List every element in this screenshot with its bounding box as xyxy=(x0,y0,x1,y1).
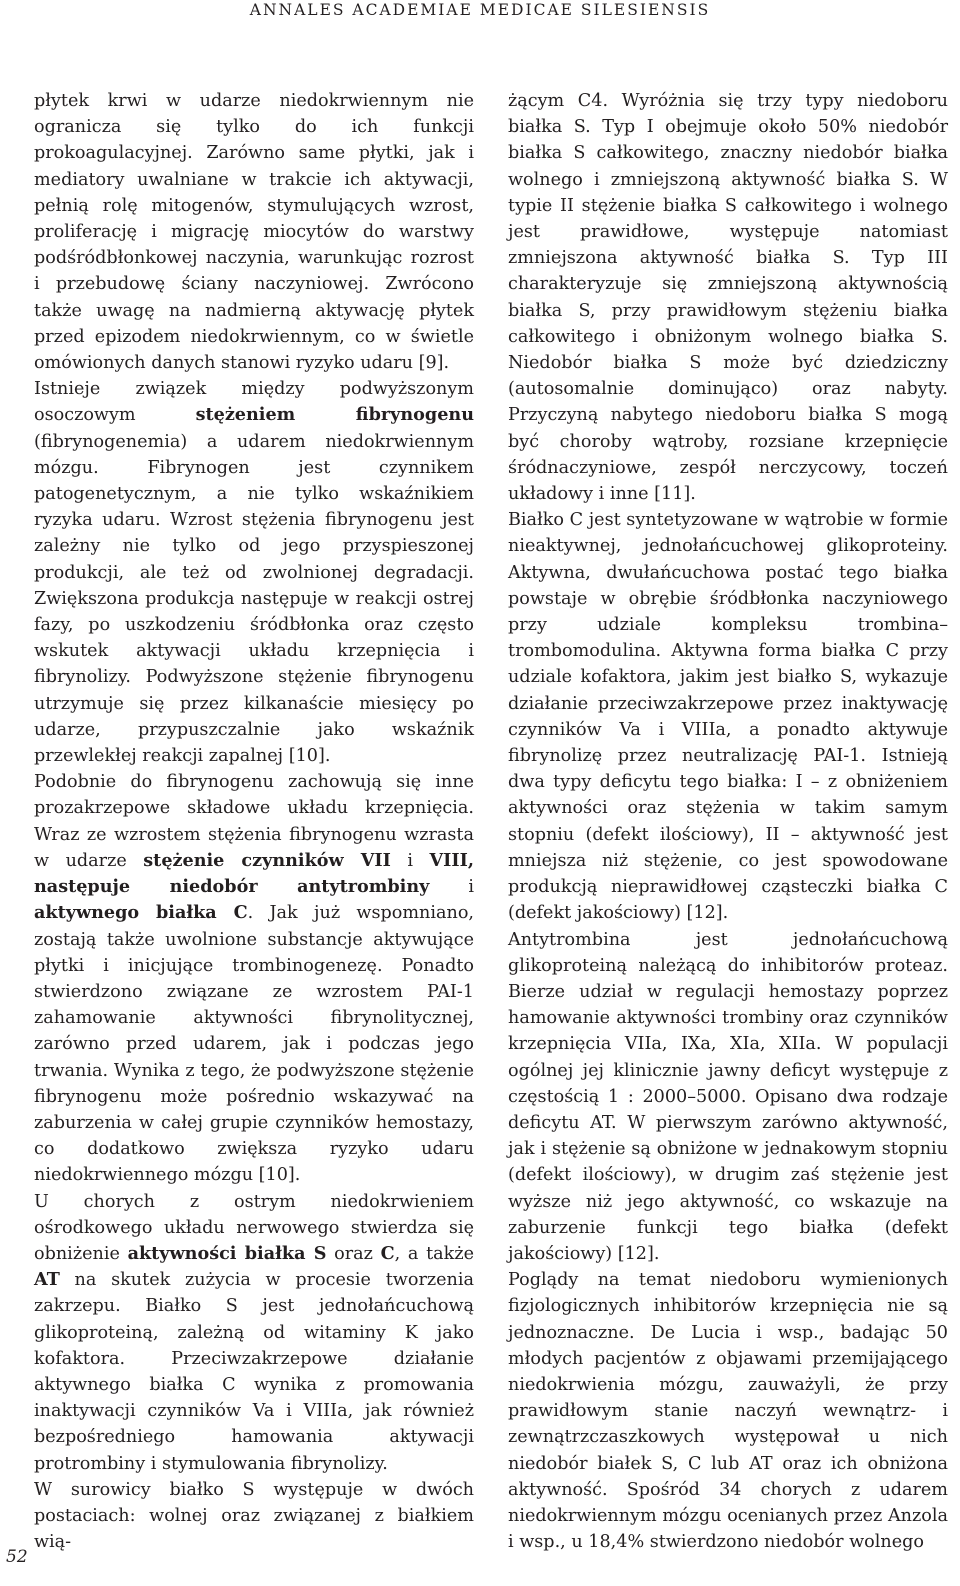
bold-term: aktywności białka S xyxy=(127,1242,327,1264)
text-run: Istnieje związek między podwyższonym osoczowym xyxy=(34,379,474,426)
text-run: , a także xyxy=(394,1243,474,1264)
paragraph-protein-s-deficiency: żącym C4. Wyróżnia się trzy typy niedoboru białka S. Typ I obejmuje około 50% niedobór białka S całkowitego, znaczny niedobór białka wolnego i zmniejszoną aktywność białka S. W typie II stężenie białka S całkowitego i wolnego jest prawidłowe, występuje natomiast zmniejszona aktywność białka S. Typ III charakteryzuje się zmniejszoną aktywnością białka S, przy prawidłowym stężeniu białka całkowitego i obniżonym wolnego białka S. Niedobór białka S może być dziedziczny (autosomalnie dominująco) oraz nabyty. Przyczyną nabytego niedoboru białka S mogą być choroby wątroby, rozsiane krzepnięcie śródnaczyniowe, zespół nerczycowy, toczeń układowy i inne [11]. xyxy=(508,91,948,505)
text-run: Podobnie do fibrynogenu zachowują się inne prozakrzepowe składowe układu krzepnięcia. Wraz ze wzrostem stężenia fibrynogenu wzrasta w udarze xyxy=(34,772,474,871)
bold-term: stężeniem fibrynogenu xyxy=(195,404,474,426)
journal-title: ANNALES ACADEMIAE MEDICAE SILESIENSIS xyxy=(249,1,711,19)
bold-term: AT xyxy=(34,1269,60,1291)
paragraph-protein-s-forms: W surowicy białko S występuje w dwóch postaciach: wolnej oraz związanej z białkiem wią- xyxy=(34,1479,474,1553)
bold-term: stężenie czynników VII xyxy=(143,849,391,871)
paragraph-protein-c: Białko C jest syntetyzowane w wątrobie w formie nieaktywnej, jednołańcuchowej glikoproteiny. Aktywna, dwułańcuchowa postać tego białka powstaje w obrębie śródbłonka naczyniowego przy udziale kompleksu trombina–trombomodulina. Aktywna forma białka C przy udziale kofaktora, jakim jest białko S, wykazuje działanie przeciwzakrzepowe przez inaktywację czynników Va i VIIIa, a ponadto aktywuje fibrynolizę przez neutralizację PAI-1. Istnieją dwa typy deficytu tego białka: I – z obniżeniem aktywności oraz stężenia w takim samym stopniu (defekt ilościowy), II – aktywność jest mniejsza niż stężenie, co jest spowodowane produkcją nieprawidłowej cząsteczki białka C (defekt jakościowy) [12]. xyxy=(508,510,948,924)
paragraph-protein-s-activity xyxy=(34,1189,474,1477)
bold-term: C xyxy=(380,1242,395,1264)
text-run: oraz xyxy=(326,1243,381,1264)
left-column xyxy=(34,88,474,1555)
bold-term: VIII, następuje niedobór antytrombiny xyxy=(34,849,474,898)
paragraph-fibrinogen xyxy=(34,376,474,769)
bold-term: aktywnego białka C xyxy=(34,902,248,924)
page-number: 52 xyxy=(6,1547,28,1567)
text-run: U chorych z ostrym niedokrwieniem ośrodkowego układu nerwowego stwierdza się obniżenie xyxy=(34,1191,474,1264)
text-run: i xyxy=(429,877,474,898)
text-run: i xyxy=(390,850,430,871)
paragraph-inhibitor-deficiency: Poglądy na temat niedoboru wymienionych fizjologicznych inhibitorów krzepnięcia nie są jednoznaczne. De Lucia i wsp., badając 50 młodych pacjentów z objawami przemijającego niedokrwienia mózgu, zauważyli, że przy prawidłowym stanie naczyń wewnątrz- i zewnątrzczaszkowych występował u nich niedobór białek S, C lub AT oraz ich obniżona aktywność. Spośród 34 chorych z udarem niedokrwiennym mózgu ocenianych przez Anzola i wsp., u 18,4% stwierdzono niedobór wolnego xyxy=(508,1270,948,1553)
text-run: na skutek zużycia w procesie tworzenia zakrzepu. Białko S jest jednołańcuchową glikoproteiną, zależną od witaminy K jako kofaktora. Przeciwzakrzepowe działanie aktywnego białka C wynika z promowania inaktywacji czynników Va i VIIIa, jak również bezpośredniego hamowania aktywacji protrombiny i stymulowania fibrynolizy. xyxy=(34,1270,474,1474)
paragraph-antithrombin: Antytrombina jest jednołańcuchową glikoproteiną należącą do inhibitorów proteaz. Bierze udział w regulacji hemostazy poprzez hamowanie aktywności trombiny oraz czynników krzepnięcia VIIa, IXa, XIa, XIIa. W populacji ogólnej jej klinicznie jawny deficyt występuje z częstością 1 : 2000–5000. Opisano dwa rodzaje deficytu AT. W pierwszym zarówno aktywność, jak i stężenie są obniżone w jednakowym stopniu (defekt ilościowy), w drugim zaś stężenie jest wyższe niż jego aktywność, co wskazuje na zaburzenie funkcji tego białka (defekt jakościowy) [12]. xyxy=(508,929,948,1264)
text-run: (fibrynogenemia) a udarem niedokrwiennym mózgu. Fibrynogen jest czynnikem patogenetycznym, a nie tylko wskaźnikiem ryzyka udaru. Wzrost stężenia fibrynogenu jest zależny nie tylko od jego przyspieszonej produkcji, ale też od zwolnionej degradacji. Zwiększona produkcja następuje w reakcji ostrej fazy, po uszkodzeniu śródbłonka oraz często wskutek aktywacji układu krzepnięcia i fibrynolizy. Podwyższone stężenie fibrynogenu utrzymuje się przez kilkanaście miesięcy po udarze, przypuszczalnie jako wskaźnik przewlekłej reakcji zapalnej [10]. xyxy=(34,431,474,767)
text-run: . Jak już wspomniano, zostają także uwolnione substancje aktywujące płytki i inicjujące trombinogenezę. Ponadto stwierdzono związane ze wzrostem PAI-1 zahamowanie aktywności fibrynolitycznej, zarówno przed udarem, jak i podczas jego trwania. Wynika z tego, że podwyższone stężenie fibrynogenu może pośrednio wskazywać na zaburzenia w całej grupie czynników hemostazy, co dodatkowo zwiększa ryzyko udaru niedokrwiennego mózgu [10]. xyxy=(34,903,474,1186)
paragraph-procoagulant-factors xyxy=(34,769,474,1188)
paragraph-platelets: płytek krwi w udarze niedokrwiennym nie ogranicza się tylko do ich funkcji prokoagulacyjnej. Zarówno same płytki, jak i mediatory uwalniane w trakcie ich aktywacji, pełnią rolę mitogenów, stymulujących wzrost, proliferację i migrację miocytów do warstwy podśródbłonkowej naczynia, warunkując rozrost i przebudowę ściany naczyniowej. Zwrócono także uwagę na nadmierną aktywację płytek przed epizodem niedokrwiennym, co w świetle omówionych danych stanowi ryzyko udaru [9]. xyxy=(34,91,474,374)
right-column xyxy=(508,88,948,1555)
